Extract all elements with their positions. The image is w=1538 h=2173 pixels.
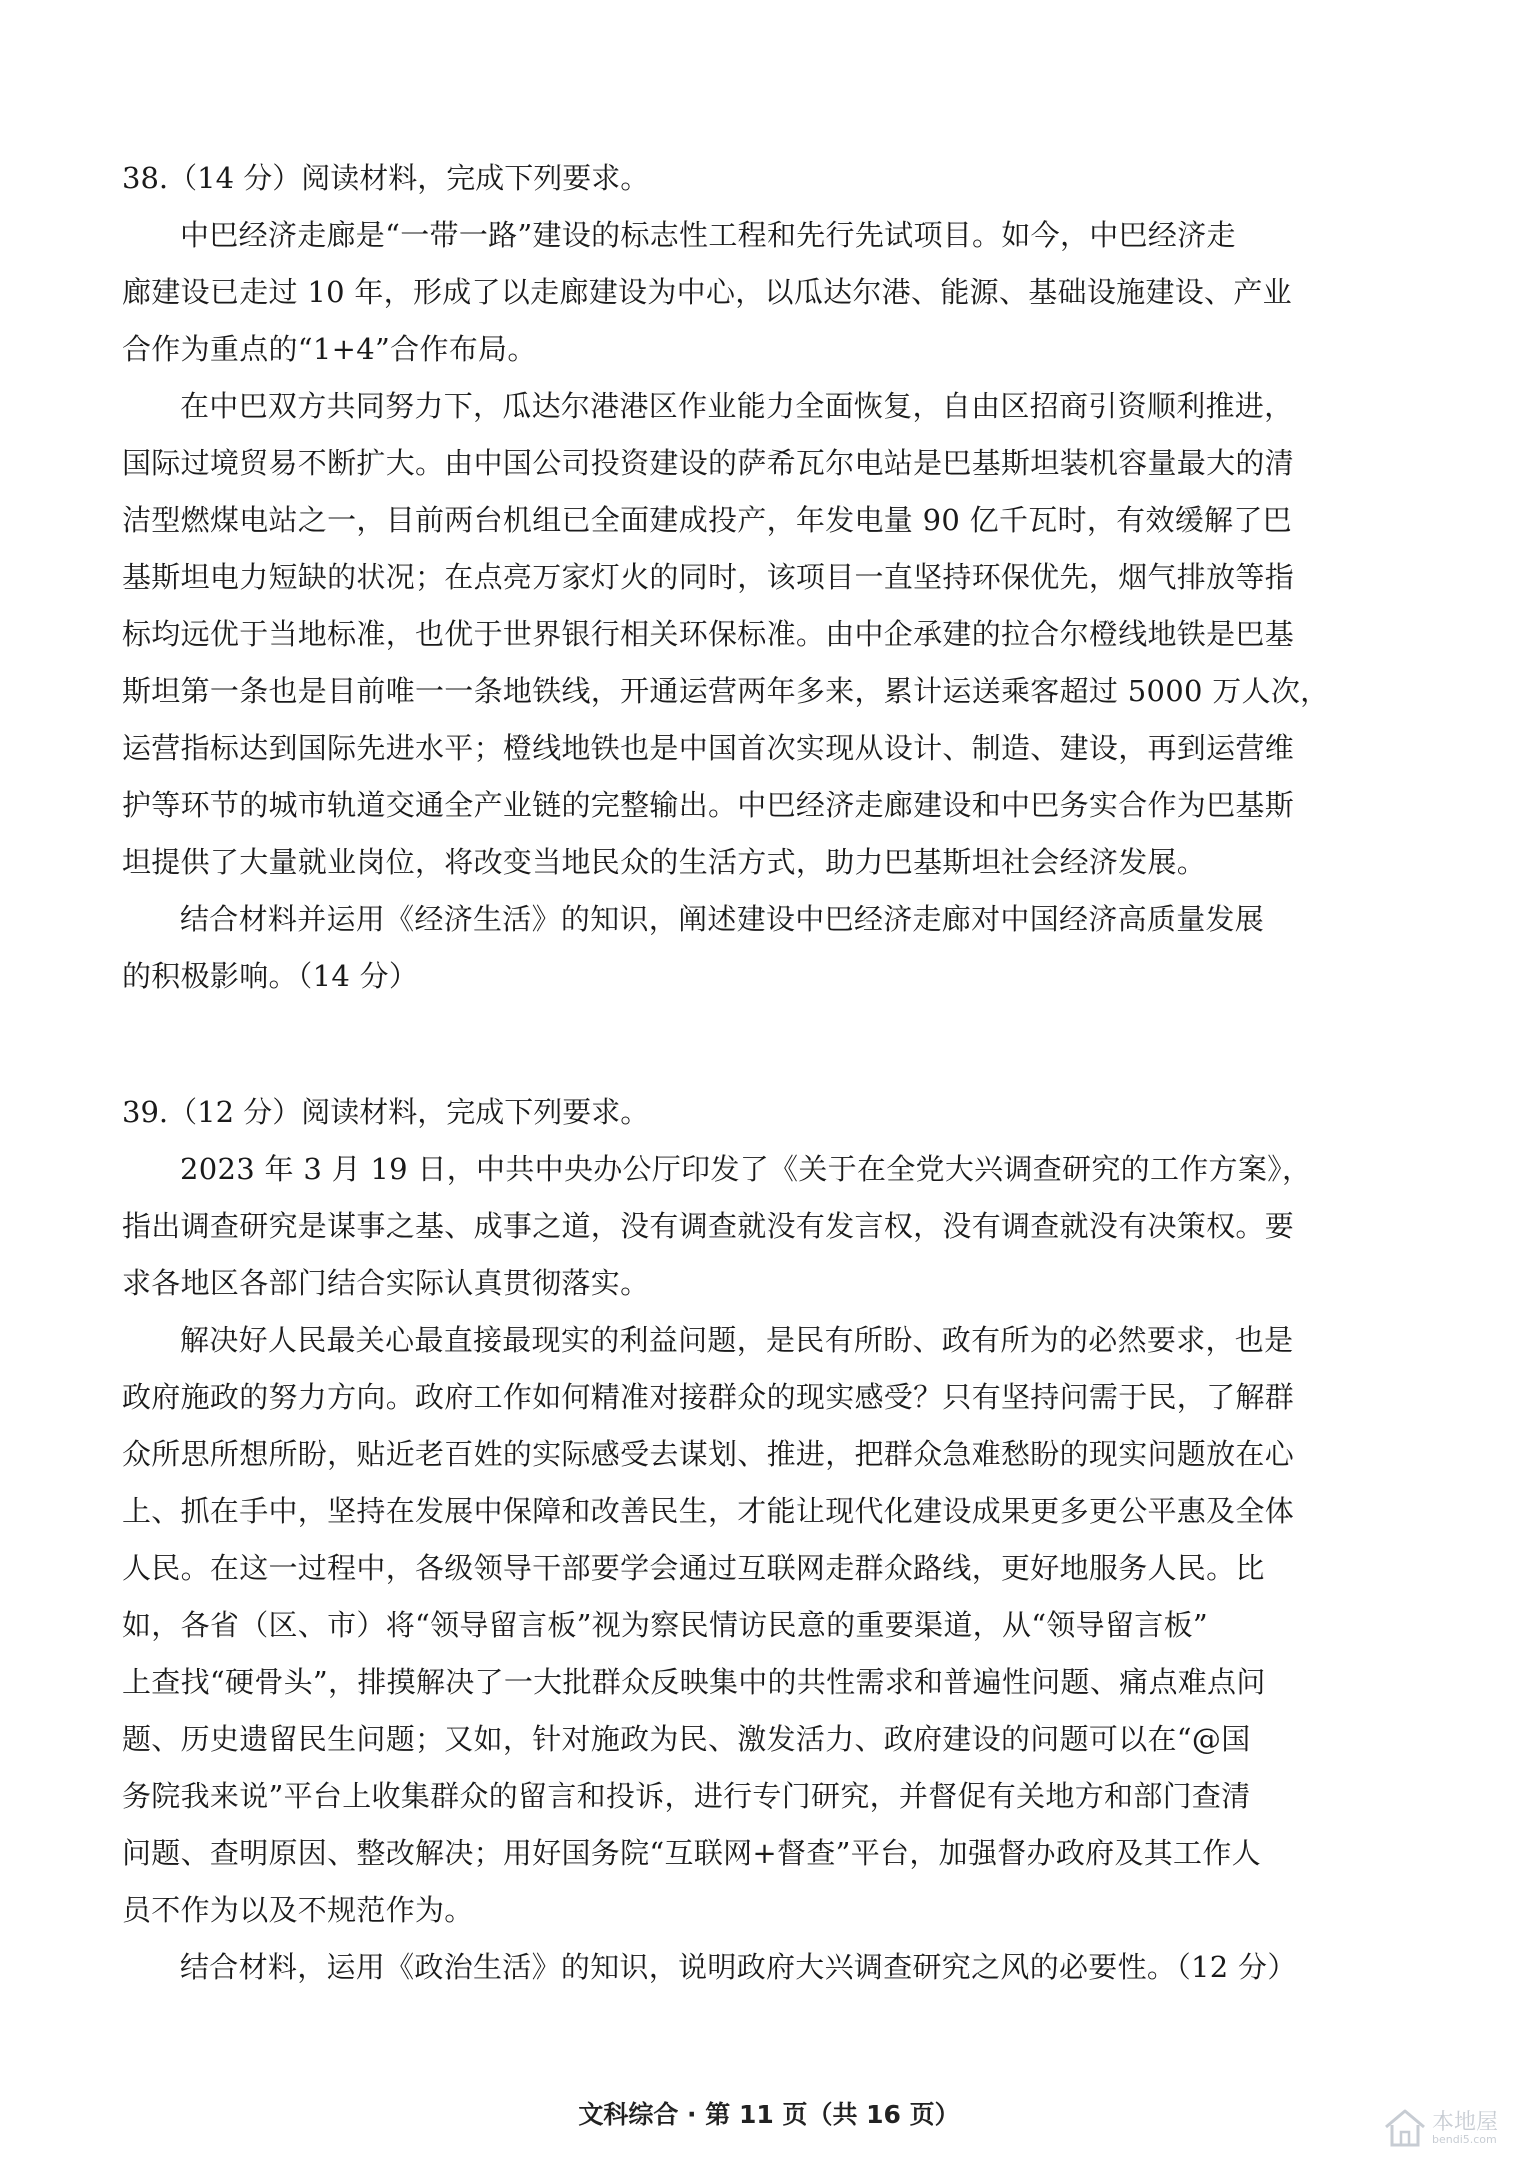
- q38-prompt-line: 的积极影响。（14 分）: [122, 959, 419, 993]
- q38-line: 护等环节的城市轨道交通全产业链的完整输出。中巴经济走廊建设和中巴务实合作为巴基斯: [122, 788, 1295, 822]
- q39-line: 解决好人民最关心最直接最现实的利益问题，是民有所盼、政有所为的必然要求，也是: [180, 1323, 1294, 1357]
- q38-line: 国际过境贸易不断扩大。由中国公司投资建设的萨希瓦尔电站是巴基斯坦装机容量最大的清: [122, 446, 1295, 480]
- q38-line: 斯坦第一条也是目前唯一一条地铁线，开通运营两年多来，累计运送乘客超过 5000 万人次，: [122, 674, 1330, 708]
- q39-line: 务院我来说”平台上收集群众的留言和投诉，进行专门研究，并督促有关地方和部门查清: [122, 1779, 1251, 1813]
- q39-prompt-line: 结合材料，运用《政治生活》的知识，说明政府大兴调查研究之风的必要性。（12 分）: [180, 1950, 1297, 1984]
- q39-line: 如，各省（区、市）将“领导留言板”视为察民情访民意的重要渠道，从“领导留言板”: [122, 1608, 1209, 1642]
- house-icon: [1382, 2105, 1428, 2151]
- q39-line: 政府施政的努力方向。政府工作如何精准对接群众的现实感受？只有坚持问需于民，了解群: [122, 1380, 1295, 1414]
- q38-line: 中巴经济走廊是“一带一路”建设的标志性工程和先行先试项目。如今，中巴经济走: [180, 218, 1236, 252]
- question-39-heading: 39.（12 分）阅读材料，完成下列要求。: [122, 1095, 650, 1129]
- q38-line: 运营指标达到国际先进水平；橙线地铁也是中国首次实现从设计、制造、建设，再到运营维: [122, 731, 1295, 765]
- q38-line: 合作为重点的“1+4”合作布局。: [122, 332, 537, 366]
- q38-line: 基斯坦电力短缺的状况；在点亮万家灯火的同时，该项目一直坚持环保优先，烟气排放等指: [122, 560, 1295, 594]
- site-watermark: [1380, 2099, 1520, 2159]
- q39-line: 人民。在这一过程中，各级领导干部要学会通过互联网走群众路线，更好地服务人民。比: [122, 1551, 1265, 1585]
- q39-line: 员不作为以及不规范作为。: [122, 1893, 474, 1927]
- q38-line: 在中巴双方共同努力下，瓜达尔港港区作业能力全面恢复，自由区招商引资顺利推进，: [180, 389, 1294, 423]
- q38-line: 洁型燃煤电站之一，目前两台机组已全面建成投产，年发电量 90 亿千瓦时，有效缓解了巴: [122, 503, 1292, 537]
- q38-line: 廊建设已走过 10 年，形成了以走廊建设为中心，以瓜达尔港、能源、基础设施建设、产业: [122, 275, 1292, 309]
- question-38-heading: 38.（14 分）阅读材料，完成下列要求。: [122, 161, 650, 195]
- q38-line: 标均远优于当地标准，也优于世界银行相关环保标准。由中企承建的拉合尔橙线地铁是巴基: [122, 617, 1295, 651]
- watermark-subtext: bendi5.com: [1432, 2133, 1497, 2146]
- q39-line: 指出调查研究是谋事之基、成事之道，没有调查就没有发言权，没有调查就没有决策权。要: [122, 1209, 1295, 1243]
- q39-line: 求各地区各部门结合实际认真贯彻落实。: [122, 1266, 650, 1300]
- q38-line: 坦提供了大量就业岗位，将改变当地民众的生活方式，助力巴基斯坦社会经济发展。: [122, 845, 1207, 879]
- q38-prompt-line: 结合材料并运用《经济生活》的知识，阐述建设中巴经济走廊对中国经济高质量发展: [180, 902, 1265, 936]
- watermark-text: 本地屋: [1432, 2110, 1499, 2135]
- q39-line: 上、抓在手中，坚持在发展中保障和改善民生，才能让现代化建设成果更多更公平惠及全体: [122, 1494, 1295, 1528]
- q39-line: 2023 年 3 月 19 日，中共中央办公厅印发了《关于在全党大兴调查研究的工作方案》，: [180, 1152, 1312, 1186]
- q39-line: 众所思所想所盼，贴近老百姓的实际感受去谋划、推进，把群众急难愁盼的现实问题放在心: [122, 1437, 1295, 1471]
- q39-line: 题、历史遗留民生问题；又如，针对施政为民、激发活力、政府建设的问题可以在“@国: [122, 1722, 1251, 1756]
- q39-line: 问题、查明原因、整改解决；用好国务院“互联网+督查”平台，加强督办政府及其工作人: [122, 1836, 1261, 1870]
- q39-line: 上查找“硬骨头”，排摸解决了一大批群众反映集中的共性需求和普遍性问题、痛点难点问: [122, 1665, 1266, 1699]
- page-footer: 文科综合 · 第 11 页（共 16 页）: [578, 2100, 960, 2129]
